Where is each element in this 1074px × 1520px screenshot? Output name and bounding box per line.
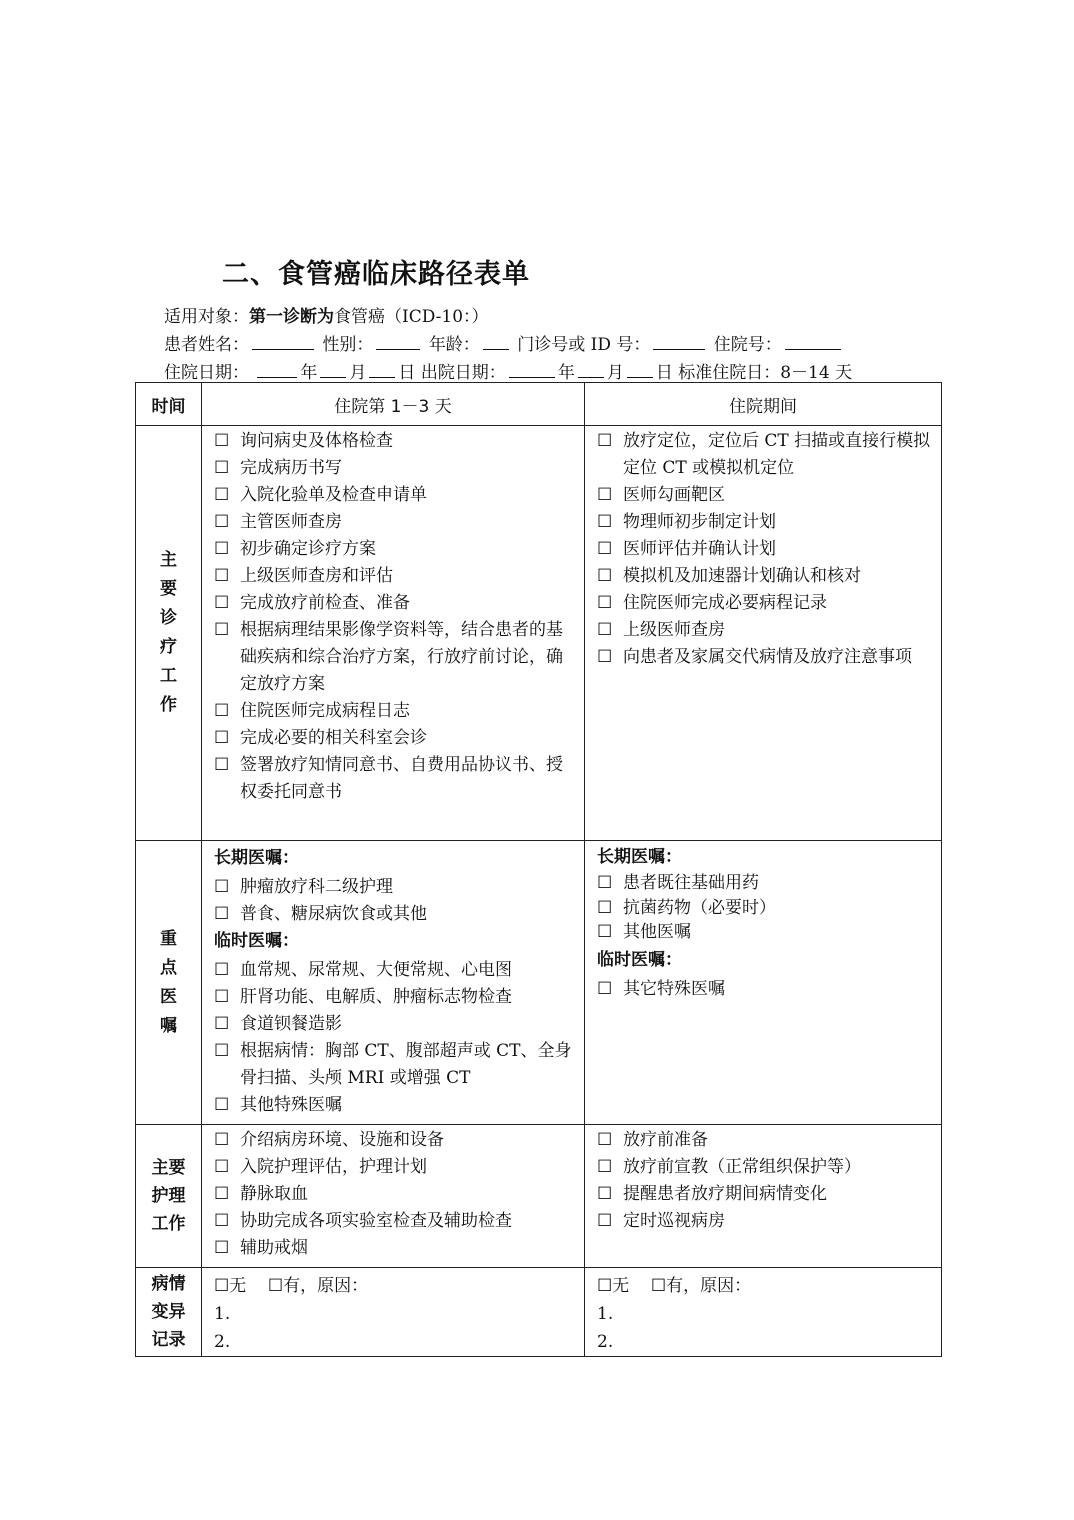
checklist-item-text: 住院医师完成必要病程记录: [623, 593, 827, 613]
checkbox-icon[interactable]: ☐: [214, 877, 230, 897]
patient-info-line: [164, 330, 844, 355]
checklist-item: [597, 896, 935, 921]
temporary-orders-heading-2: 临时医嘱：: [597, 949, 682, 970]
checkbox-icon[interactable]: ☐: [214, 539, 230, 559]
checkbox-icon[interactable]: ☐: [214, 593, 230, 613]
applicable-line: [164, 302, 489, 327]
orders-label: 重点医嘱: [160, 928, 177, 1036]
checklist-item-text: 肝肾功能、电解质、肿瘤标志物检查: [240, 987, 512, 1007]
checklist-item: [597, 1181, 935, 1208]
checklist-item-text: 模拟机及加速器计划确认和核对: [623, 566, 861, 586]
checkbox-icon[interactable]: ☐: [597, 1184, 613, 1204]
variation-none-checkbox[interactable]: ☐无: [214, 1276, 247, 1296]
checklist-item-text: 物理师初步制定计划: [623, 512, 776, 532]
checklist-item-text: 辅助戒烟: [240, 1238, 308, 1258]
checklist-item-text: 主管医师查房: [240, 512, 342, 532]
discharge-day-field[interactable]: [627, 363, 653, 378]
applicable-bold: 第一诊断为: [249, 307, 334, 327]
checklist-item-text: 上级医师查房和评估: [240, 566, 393, 586]
applicable-label: 适用对象：: [164, 307, 249, 327]
checkbox-icon[interactable]: ☐: [597, 922, 613, 942]
variation-hospitalization: [585, 1268, 941, 1356]
checklist-item: [214, 752, 578, 806]
checklist-item: [597, 871, 935, 896]
checkbox-icon[interactable]: ☐: [214, 755, 230, 775]
checklist-item-text: 定时巡视病房: [623, 1211, 725, 1231]
checklist-item: [597, 644, 935, 671]
gender-field[interactable]: [376, 335, 420, 350]
checklist-item: [214, 698, 578, 725]
checklist-item-text: 完成放疗前检查、准备: [240, 593, 410, 613]
orders-day1-3-cell: [202, 841, 585, 1125]
variation-day1-3-cell: [202, 1268, 585, 1357]
checkbox-icon[interactable]: ☐: [214, 512, 230, 532]
checkbox-icon[interactable]: ☐: [597, 512, 613, 532]
table-header-row: [136, 383, 942, 426]
checkbox-icon[interactable]: ☐: [214, 566, 230, 586]
checkbox-icon[interactable]: ☐: [214, 1184, 230, 1204]
checkbox-icon[interactable]: ☐: [214, 728, 230, 748]
checkbox-icon[interactable]: ☐: [597, 978, 613, 999]
checklist-item: [214, 482, 578, 509]
checkbox-icon[interactable]: ☐: [214, 987, 230, 1007]
checkbox-icon[interactable]: ☐: [597, 873, 613, 893]
checkbox-icon[interactable]: ☐: [597, 897, 613, 918]
variation-label: 病情变异记录: [151, 1274, 186, 1350]
checkbox-icon[interactable]: ☐: [214, 1238, 230, 1258]
checklist-item-text: 食道钡餐造影: [240, 1014, 342, 1034]
orders-hospitalization-cell: [585, 841, 942, 1125]
checkbox-icon[interactable]: ☐: [214, 1130, 230, 1150]
nursing-hospitalization-cell: [585, 1125, 942, 1268]
inpatient-no-field[interactable]: [785, 335, 841, 350]
header-day1-3: 住院第 1－3 天: [202, 383, 585, 426]
variation-line-2-2: 2.: [597, 1332, 614, 1352]
checkbox-icon[interactable]: ☐: [214, 701, 230, 721]
checklist-item: [214, 1154, 578, 1181]
checkbox-icon[interactable]: ☐: [214, 1041, 230, 1061]
nursing-label-cell: [136, 1125, 202, 1268]
variation-row: [136, 1268, 942, 1357]
checklist-item-text: 初步确定诊疗方案: [240, 539, 376, 559]
checklist-item-text: 血常规、尿常规、大便常规、心电图: [240, 960, 512, 980]
dates-line: [164, 358, 852, 383]
checklist-item: [597, 977, 935, 1002]
checklist-item-text: 静脉取血: [240, 1184, 308, 1204]
discharge-day-label: 日: [655, 363, 673, 383]
checklist-item: [214, 1208, 578, 1235]
checklist-item: [597, 1208, 935, 1235]
checklist-item-text: 其他特殊医嘱: [240, 1095, 342, 1115]
checklist-item-text: 向患者及家属交代病情及放疗注意事项: [623, 647, 912, 667]
checklist-item-text: 其它特殊医嘱: [623, 978, 725, 999]
checklist-item-text: 抗菌药物（必要时）: [623, 897, 776, 918]
orders-label-cell: [136, 841, 202, 1125]
checklist-item: [214, 1181, 578, 1208]
discharge-month-label: 月: [606, 363, 624, 383]
variation-line-2: 2.: [214, 1332, 231, 1352]
checklist-item: [214, 536, 578, 563]
admit-day-field[interactable]: [369, 363, 395, 378]
diagnosis-label-cell: [136, 426, 202, 841]
checkbox-icon[interactable]: ☐: [597, 1157, 613, 1177]
standard-stay: 标准住院日：8－14 天: [678, 363, 853, 383]
admit-year-field[interactable]: [257, 363, 297, 378]
discharge-year-label: 年: [557, 363, 575, 383]
checklist-item-text: 医师勾画靶区: [623, 485, 725, 505]
checklist-item: [214, 901, 578, 928]
age-field[interactable]: [483, 335, 509, 350]
discharge-year-field[interactable]: [509, 363, 555, 378]
temporary-orders-heading: 临时医嘱：: [214, 931, 299, 951]
checkbox-icon[interactable]: ☐: [597, 485, 613, 505]
checklist-item: [214, 563, 578, 590]
checkbox-icon[interactable]: ☐: [214, 431, 230, 451]
admit-month-field[interactable]: [320, 363, 346, 378]
nursing-row: [136, 1125, 942, 1268]
checklist-item: [597, 563, 935, 590]
checklist-item-text: 放疗定位，定位后 CT 扫描或直接行模拟定位 CT 或模拟机定位: [623, 431, 931, 478]
temporary-orders-list: [202, 955, 584, 1119]
checklist-item-text: 入院护理评估，护理计划: [240, 1157, 427, 1177]
variation-line-1-2: 1.: [597, 1304, 614, 1324]
checkbox-icon[interactable]: ☐: [597, 620, 613, 640]
nursing-hospitalization-list: [585, 1125, 941, 1235]
variation-none-checkbox-2[interactable]: ☐无: [597, 1276, 630, 1296]
applicable-rest: 食管癌（ICD-10：）: [334, 307, 489, 327]
diagnosis-hospitalization-cell: [585, 426, 942, 841]
variation-yes-checkbox-2[interactable]: ☐有，原因：: [650, 1276, 752, 1296]
checklist-item-text: 放疗前准备: [623, 1130, 708, 1150]
checklist-item-text: 放疗前宣教（正常组织保护等）: [623, 1157, 861, 1177]
checklist-item-text: 根据病理结果影像学资料等，结合患者的基础疾病和综合治疗方案，行放疗前讨论，确定放疗方案: [240, 620, 563, 694]
checkbox-icon[interactable]: ☐: [214, 904, 230, 924]
long-term-orders-list: [202, 872, 584, 928]
checklist-item-text: 询问病史及体格检查: [240, 431, 393, 451]
diagnosis-day1-3-list: [202, 426, 584, 806]
checklist-item-text: 提醒患者放疗期间病情变化: [623, 1184, 827, 1204]
checkbox-icon[interactable]: ☐: [214, 458, 230, 478]
variation-hospitalization-cell: [585, 1268, 942, 1357]
age-label: 年龄：: [428, 335, 480, 355]
checklist-item: [597, 482, 935, 509]
long-term-orders-heading-2: 长期医嘱：: [597, 847, 682, 867]
checkbox-icon[interactable]: ☐: [214, 620, 230, 640]
clinic-id-field[interactable]: [653, 335, 705, 350]
checkbox-icon[interactable]: ☐: [597, 431, 613, 451]
checklist-item: [214, 1235, 578, 1262]
checkbox-icon[interactable]: ☐: [597, 539, 613, 559]
nursing-day1-3-cell: [202, 1125, 585, 1268]
variation-yes-checkbox[interactable]: ☐有，原因：: [267, 1276, 369, 1296]
checklist-item-text: 根据病情：胸部 CT、腹部超声或 CT、全身骨扫描、头颅 MRI 或增强 CT: [240, 1041, 572, 1088]
checkbox-icon[interactable]: ☐: [597, 566, 613, 586]
page-title: 二、食管癌临床路径表单: [222, 259, 530, 290]
checkbox-icon[interactable]: ☐: [214, 485, 230, 505]
checklist-item: [597, 509, 935, 536]
admit-year-label: 年: [300, 363, 318, 383]
variation-line-1: 1.: [214, 1304, 231, 1324]
nursing-day1-3-list: [202, 1125, 584, 1262]
checklist-item-text: 住院医师完成病程日志: [240, 701, 410, 721]
checkbox-icon[interactable]: ☐: [597, 647, 613, 667]
checklist-item-text: 其他医嘱: [623, 922, 691, 942]
discharge-date-label: 出院日期：: [420, 363, 506, 383]
diagnosis-row: [136, 426, 942, 841]
checkbox-icon[interactable]: ☐: [214, 1095, 230, 1115]
checklist-item: [214, 1038, 578, 1092]
checklist-item: [214, 984, 578, 1011]
variation-label-cell: [136, 1268, 202, 1357]
checklist-item-text: 患者既往基础用药: [623, 873, 759, 893]
patient-name-label: 患者姓名：: [164, 335, 249, 355]
clinic-id-label: 门诊号或 ID 号：: [517, 335, 651, 355]
checklist-item: [597, 428, 935, 482]
checklist-item: [597, 590, 935, 617]
checklist-item: [214, 455, 578, 482]
checklist-item: [214, 874, 578, 901]
checklist-item: [214, 590, 578, 617]
admit-day-label: 日: [398, 363, 416, 383]
checklist-item-text: 医师评估并确认计划: [623, 539, 776, 559]
checklist-item: [214, 725, 578, 752]
checklist-item: [214, 1127, 578, 1154]
header-hospitalization: 住院期间: [585, 383, 942, 426]
checklist-item: [597, 536, 935, 563]
checklist-item: [597, 1127, 935, 1154]
checklist-item: [597, 617, 935, 644]
checkbox-icon[interactable]: ☐: [214, 1211, 230, 1231]
checkbox-icon[interactable]: ☐: [597, 593, 613, 613]
checklist-item: [597, 1154, 935, 1181]
variation-day1-3: [202, 1268, 584, 1356]
checklist-item: [214, 1092, 578, 1119]
checklist-item-text: 完成必要的相关科室会诊: [240, 728, 427, 748]
checklist-item-text: 完成病历书写: [240, 458, 342, 478]
checklist-item: [214, 428, 578, 455]
checklist-item-text: 普食、糖尿病饮食或其他: [240, 904, 427, 924]
checkbox-icon[interactable]: ☐: [214, 960, 230, 980]
orders-row: [136, 841, 942, 1125]
nursing-label: 主要护理工作: [151, 1158, 186, 1234]
admit-month-label: 月: [349, 363, 367, 383]
header-time: 时间: [136, 383, 202, 426]
checklist-item: [214, 509, 578, 536]
checklist-item: [214, 617, 578, 698]
checkbox-icon[interactable]: ☐: [597, 1211, 613, 1231]
checklist-item: [597, 920, 935, 945]
checkbox-icon[interactable]: ☐: [214, 1014, 230, 1034]
inpatient-no-label: 住院号：: [713, 335, 782, 355]
clinical-pathway-table: [135, 382, 942, 1357]
diagnosis-hospitalization-list: [585, 426, 941, 671]
diagnosis-day1-3-cell: [202, 426, 585, 841]
checklist-item-text: 上级医师查房: [623, 620, 725, 640]
checkbox-icon[interactable]: ☐: [214, 1157, 230, 1177]
checkbox-icon[interactable]: ☐: [597, 1130, 613, 1150]
checklist-item: [214, 957, 578, 984]
checklist-item-text: 签署放疗知情同意书、自费用品协议书、授权委托同意书: [240, 755, 563, 802]
checklist-item-text: 肿瘤放疗科二级护理: [240, 877, 393, 897]
gender-label: 性别：: [322, 335, 374, 355]
checklist-item-text: 介绍病房环境、设施和设备: [240, 1130, 444, 1150]
patient-name-field[interactable]: [252, 335, 314, 350]
admit-date-label: 住院日期：: [164, 363, 249, 383]
diagnosis-label: 主要诊疗工作: [160, 550, 177, 715]
checklist-item-text: 协助完成各项实验室检查及辅助检查: [240, 1211, 512, 1231]
temporary-orders-list-2: [585, 975, 941, 1002]
discharge-month-field[interactable]: [578, 363, 604, 378]
long-term-orders-list-2: [585, 869, 941, 945]
long-term-orders-heading: 长期医嘱：: [214, 848, 299, 868]
checklist-item-text: 入院化验单及检查申请单: [240, 485, 427, 505]
checklist-item: [214, 1011, 578, 1038]
